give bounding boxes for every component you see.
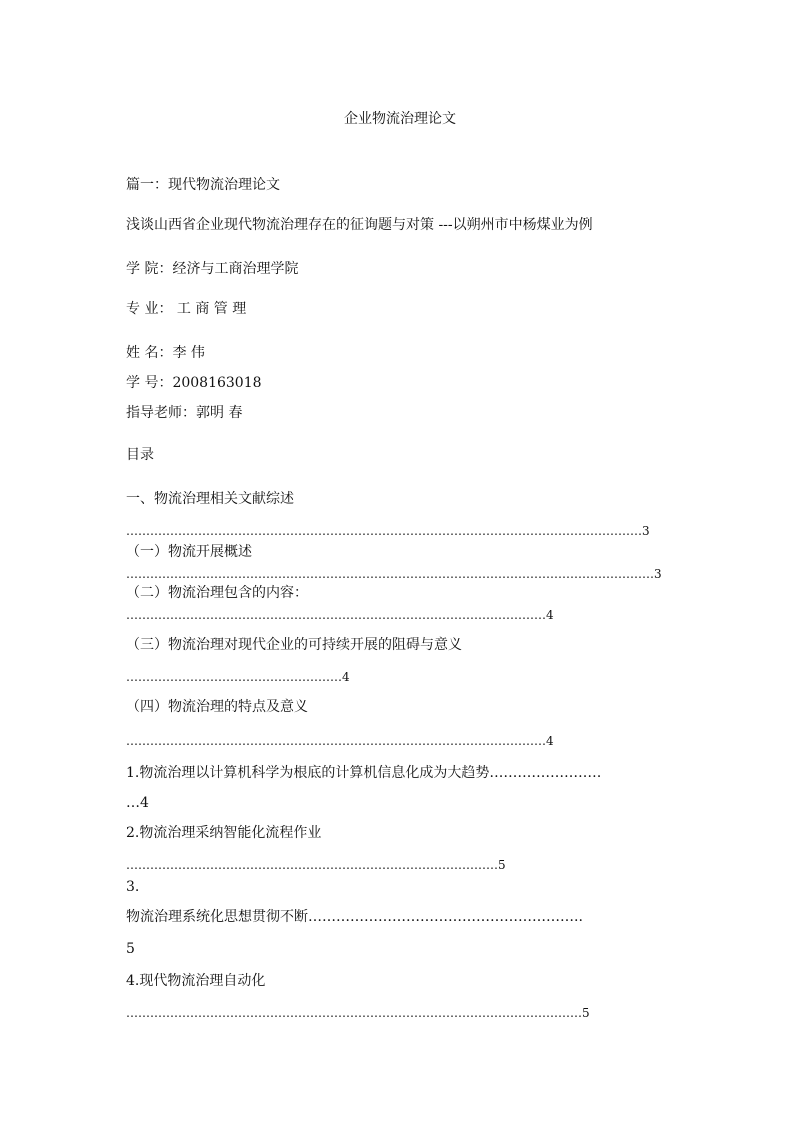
toc-entry-leader: ………………………………………………4 — [126, 670, 350, 684]
student-name-field: 姓 名：李 伟 — [126, 345, 205, 361]
toc-entry-leader: ……………………………………………………………………………………………4 — [126, 608, 554, 622]
student-id-field: 学 号：2008163018 — [126, 375, 262, 391]
paper-subtitle: 浅谈山西省企业现代物流治理存在的征询题与对策 ---以朔州市中杨煤业为例 — [126, 217, 593, 233]
toc-entry-leader: 5 — [126, 941, 135, 957]
college-field: 学 院：经济与工商治理学院 — [126, 261, 299, 277]
toc-entry-label: 物流治理系统化思想贯彻不断………………………………………………….. — [126, 909, 583, 925]
toc-entry-label: （三）物流治理对现代企业的可持续开展的阻碍与意义 — [126, 637, 462, 653]
toc-entry-leader: …………………………………………………………………………………………………………………3 — [126, 524, 650, 538]
toc-entry-label: 一、物流治理相关文献综述 — [126, 491, 294, 507]
toc-entry-label: （二）物流治理包含的内容： — [126, 585, 308, 601]
toc-heading: 目录 — [126, 447, 154, 463]
toc-entry-label: 4.现代物流治理自动化 — [126, 973, 266, 989]
major-field: 专 业： 工 商 管 理 — [126, 301, 247, 317]
toc-entry-label: （四）物流治理的特点及意义 — [126, 699, 308, 715]
toc-entry-label: （一）物流开展概述 — [126, 544, 252, 560]
document-title: 企业物流治理论文 — [344, 111, 456, 127]
toc-entry-leader: ……………………………………………………………………………………………………………………3 — [126, 567, 662, 581]
toc-entry-label: 1.物流治理以计算机科学为根底的计算机信息化成为大趋势…………………… — [126, 765, 602, 781]
toc-entry-leader: …………………………………………………………………………………5 — [126, 858, 506, 872]
toc-entry-leader: ……………………………………………………………………………………………………5 — [126, 1006, 590, 1020]
toc-entry-leader: …4 — [126, 795, 149, 811]
section-heading: 篇一：现代物流治理论文 — [126, 177, 280, 193]
toc-entry-label: 2.物流治理采纳智能化流程作业 — [126, 825, 322, 841]
toc-entry-label: 3. — [126, 879, 140, 895]
toc-entry-leader: ……………………………………………………………………………………………4 — [126, 734, 554, 748]
advisor-field: 指导老师：郭明 春 — [126, 405, 243, 421]
